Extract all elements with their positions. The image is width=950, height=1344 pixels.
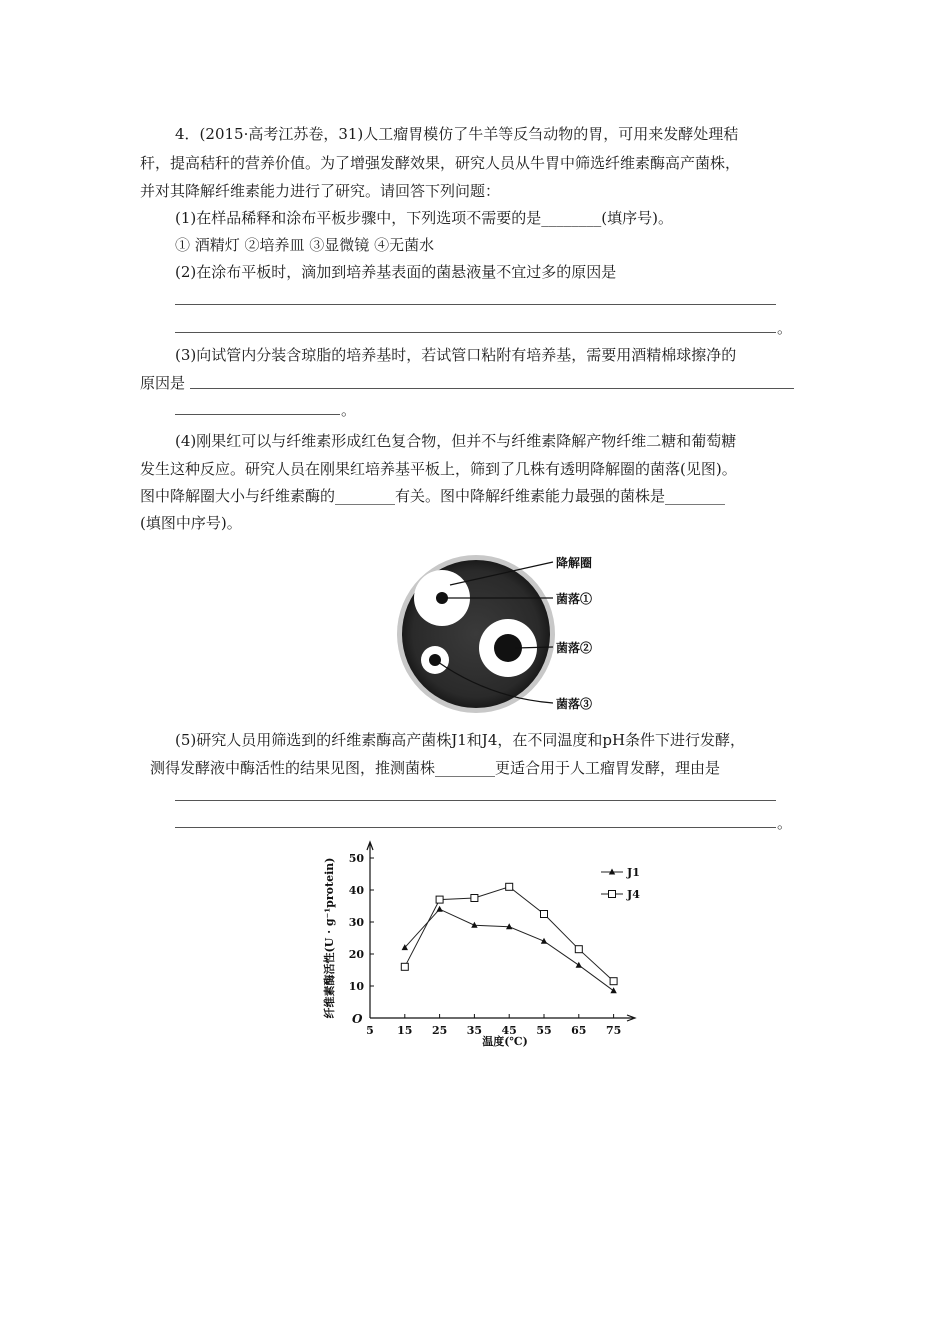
chart-axes	[367, 842, 635, 1021]
x-tick-label: 75	[605, 1024, 622, 1037]
colony-3	[429, 654, 441, 666]
origin-label: O	[352, 1012, 363, 1026]
enzyme-activity-chart	[315, 838, 665, 1053]
answer-line-q5-2[interactable]	[175, 827, 776, 828]
x-tick-label: 35	[466, 1024, 483, 1037]
chart-svg	[315, 838, 665, 1053]
question-4-line-4: (填图中序号)。	[140, 514, 242, 532]
label-colony-3: 菌落③	[556, 697, 593, 711]
data-point-J4	[541, 911, 548, 918]
petri-dish-figure	[395, 548, 635, 718]
chart-y-label: 纤维素酶活性(U · g⁻¹protein)	[323, 857, 336, 1019]
question-4-line-1: (4)刚果红可以与纤维素形成红色复合物，但并不与纤维素降解产物纤维二糖和葡萄糖	[175, 432, 737, 450]
question-3-line-2: 原因是	[140, 374, 186, 392]
y-tick-label: 30	[348, 916, 364, 929]
question-1-options: ① 酒精灯 ②培养皿 ③显微镜 ④无菌水	[175, 236, 435, 254]
y-tick-label: 20	[348, 948, 364, 961]
label-halo: 降解圈	[556, 556, 593, 570]
question-1: (1)在样品稀释和涂布平板步骤中，下列选项不需要的是________(填序号)。	[175, 209, 673, 227]
question-3-line-1: (3)向试管内分装含琼脂的培养基时，若试管口粘附有培养基，需要用酒精棉球擦净的	[175, 346, 737, 364]
chart-legend	[601, 866, 640, 901]
answer-line-q3-1[interactable]	[190, 388, 794, 389]
chart-x-label: 温度(℃)	[482, 1035, 528, 1048]
x-tick-label: 65	[571, 1024, 587, 1037]
chart-ticks	[349, 852, 622, 1037]
answer-line-q2-2[interactable]	[175, 332, 776, 333]
question-intro-line-1: 4．(2015·高考江苏卷，31)人工瘤胃模仿了牛羊等反刍动物的胃，可用来发酵处理秸	[175, 125, 739, 143]
petri-dish-svg	[395, 548, 635, 718]
answer-line-q2-1[interactable]	[175, 304, 776, 305]
label-colony-2: 菌落②	[556, 641, 593, 655]
y-tick-label: 10	[348, 980, 364, 993]
data-point-J1	[610, 987, 616, 993]
y-tick-label: 50	[348, 852, 364, 865]
q2-period: 。	[777, 319, 793, 337]
data-point-J4	[436, 896, 443, 903]
data-point-J1	[576, 962, 582, 968]
answer-line-q3-2[interactable]	[175, 414, 340, 415]
legend-label-J4: J4	[627, 888, 640, 901]
question-2: (2)在涂布平板时，滴加到培养基表面的菌悬液量不宜过多的原因是	[175, 263, 617, 281]
question-5-line-1: (5)研究人员用筛选到的纤维素酶高产菌株J1和J4，在不同温度和pH条件下进行发酵，	[175, 731, 746, 749]
q5-period: 。	[777, 814, 793, 832]
data-point-J4	[575, 946, 582, 953]
data-point-J4	[471, 895, 478, 902]
answer-line-q5-1[interactable]	[175, 800, 776, 801]
question-intro-line-3: 并对其降解纤维素能力进行了研究。请回答下列问题：	[140, 182, 501, 200]
data-point-J1	[436, 906, 442, 912]
chart-series	[401, 883, 617, 993]
x-tick-label: 25	[431, 1024, 448, 1037]
label-colony-1: 菌落①	[556, 592, 593, 606]
data-point-J4	[506, 883, 513, 890]
legend-marker-J4	[609, 891, 616, 898]
x-tick-label: 5	[366, 1024, 374, 1037]
question-5-line-2: 测得发酵液中酶活性的结果见图，推测菌株________更适合用于人工瘤胃发酵，理由是	[150, 759, 721, 777]
data-point-J4	[401, 963, 408, 970]
legend-label-J1: J1	[627, 866, 640, 879]
question-4-line-3: 图中降解圈大小与纤维素酶的________有关。图中降解纤维素能力最强的菌株是________	[140, 487, 726, 505]
q3-period: 。	[341, 401, 357, 419]
x-tick-label: 15	[397, 1024, 413, 1037]
x-tick-label: 45	[501, 1024, 517, 1037]
x-tick-label: 55	[536, 1024, 552, 1037]
question-4-line-2: 发生这种反应。研究人员在刚果红培养基平板上，筛到了几株有透明降解圈的菌落(见图)。	[140, 460, 737, 478]
question-intro-line-2: 秆，提高秸秆的营养价值。为了增强发酵效果，研究人员从牛胃中筛选纤维素酶高产菌株，	[140, 154, 741, 172]
data-point-J4	[610, 978, 617, 985]
y-tick-label: 40	[348, 884, 364, 897]
